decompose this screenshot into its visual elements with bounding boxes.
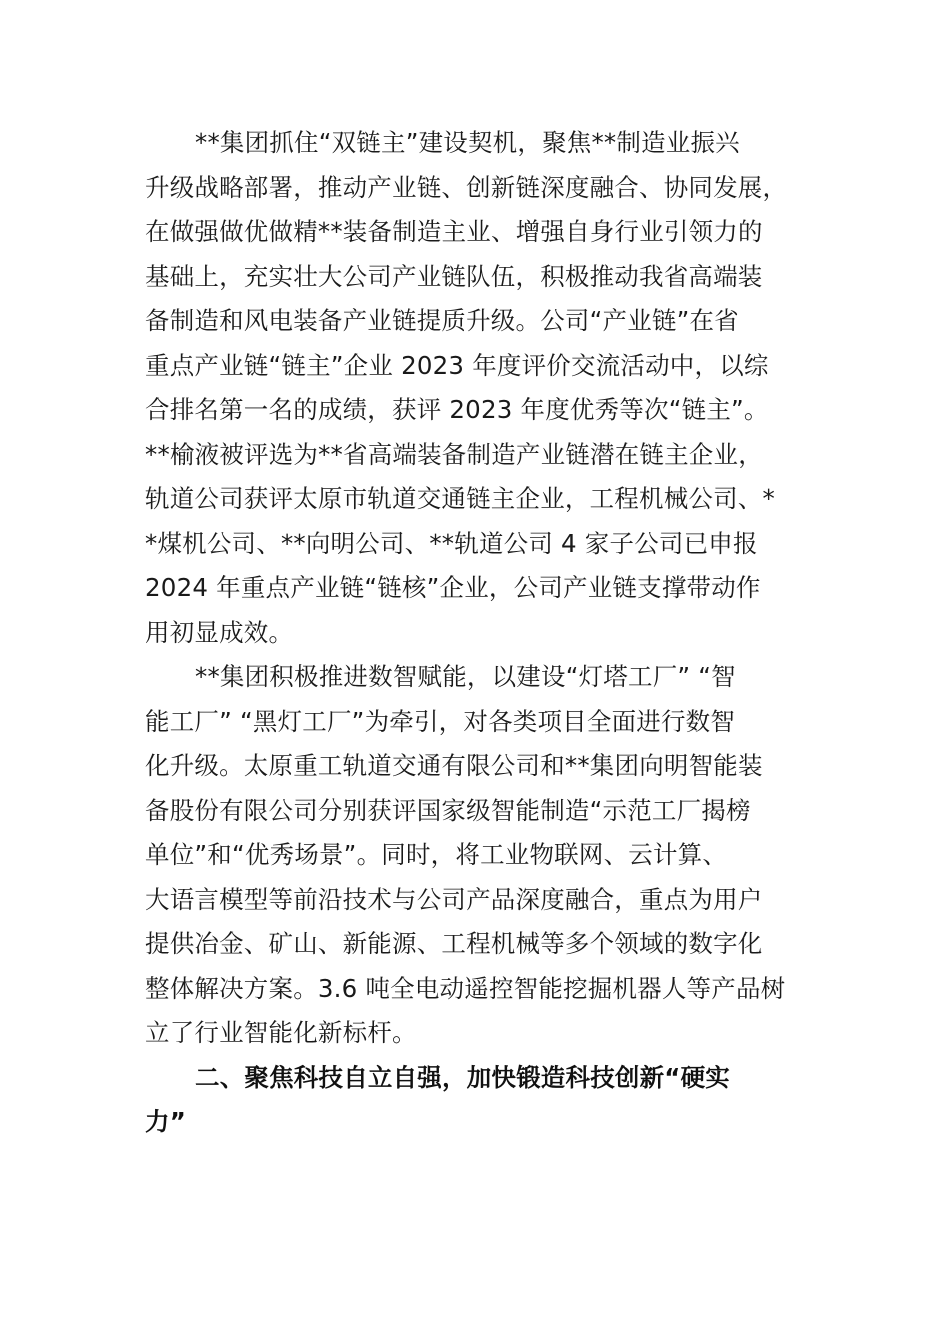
paragraph-line: 2024 年重点产业链“链核”企业，公司产业链支撑带动作 xyxy=(145,573,761,602)
paragraph-line: 用初显成效。 xyxy=(145,617,294,647)
paragraph-line: 化升级。太原重工轨道交通有限公司和**集团向明智能装 xyxy=(145,751,763,780)
paragraph-line: **榆液被评选为**省高端装备制造产业链潜在链主企业， xyxy=(145,439,763,469)
paragraph-digital-empowerment xyxy=(145,655,810,1056)
paragraph-line: 单位”和“优秀场景”。同时，将工业物联网、云计算、 xyxy=(145,840,728,869)
paragraph-line: 大语言模型等前沿技术与公司产品深度融合，重点为用户 xyxy=(145,884,763,914)
paragraph-line: 升级战略部署，推动产业链、创新链深度融合、协同发展， xyxy=(145,172,788,202)
paragraph-line: **集团积极推进数智赋能，以建设“灯塔工厂” “智 xyxy=(195,662,736,691)
paragraph-line: 备股份有限公司分别获评国家级智能制造“示范工厂揭榜 xyxy=(145,795,751,825)
paragraph-line: **集团抓住“双链主”建设契机，聚焦**制造业振兴 xyxy=(195,128,740,157)
paragraph-line: 轨道公司获评太原市轨道交通链主企业，工程机械公司、* xyxy=(145,484,775,513)
document-body xyxy=(145,121,810,1145)
paragraph-line: 合排名第一名的成绩，获评 2023 年度优秀等次“链主”。 xyxy=(145,395,769,424)
paragraph-chain-leader xyxy=(145,121,810,655)
paragraph-line: 基础上，充实壮大公司产业链队伍，积极推动我省高端装 xyxy=(145,261,763,291)
paragraph-line: 在做强做优做精**装备制造主业、增强自身行业引领力的 xyxy=(145,217,763,246)
paragraph-line: 立了行业智能化新标杆。 xyxy=(145,1018,417,1047)
paragraph-line: *煤机公司、**向明公司、**轨道公司 4 家子公司已申报 xyxy=(145,528,758,558)
paragraph-line: 整体解决方案。3.6 吨全电动遥控智能挖掘机器人等产品树 xyxy=(145,973,786,1003)
paragraph-line: 重点产业链“链主”企业 2023 年度评价交流活动中，以综 xyxy=(145,350,769,380)
heading-line: 力” xyxy=(145,1107,187,1136)
section-heading xyxy=(145,1056,810,1145)
paragraph-line: 提供冶金、矿山、新能源、工程机械等多个领域的数字化 xyxy=(145,929,763,958)
paragraph-line: 能工厂” “黑灯工厂”为牵引，对各类项目全面进行数智 xyxy=(145,706,736,736)
heading-line: 二、聚焦科技自立自强，加快锻造科技创新“硬实 xyxy=(195,1062,730,1092)
paragraph-line: 备制造和风电装备产业链提质升级。公司“产业链”在省 xyxy=(145,306,739,335)
